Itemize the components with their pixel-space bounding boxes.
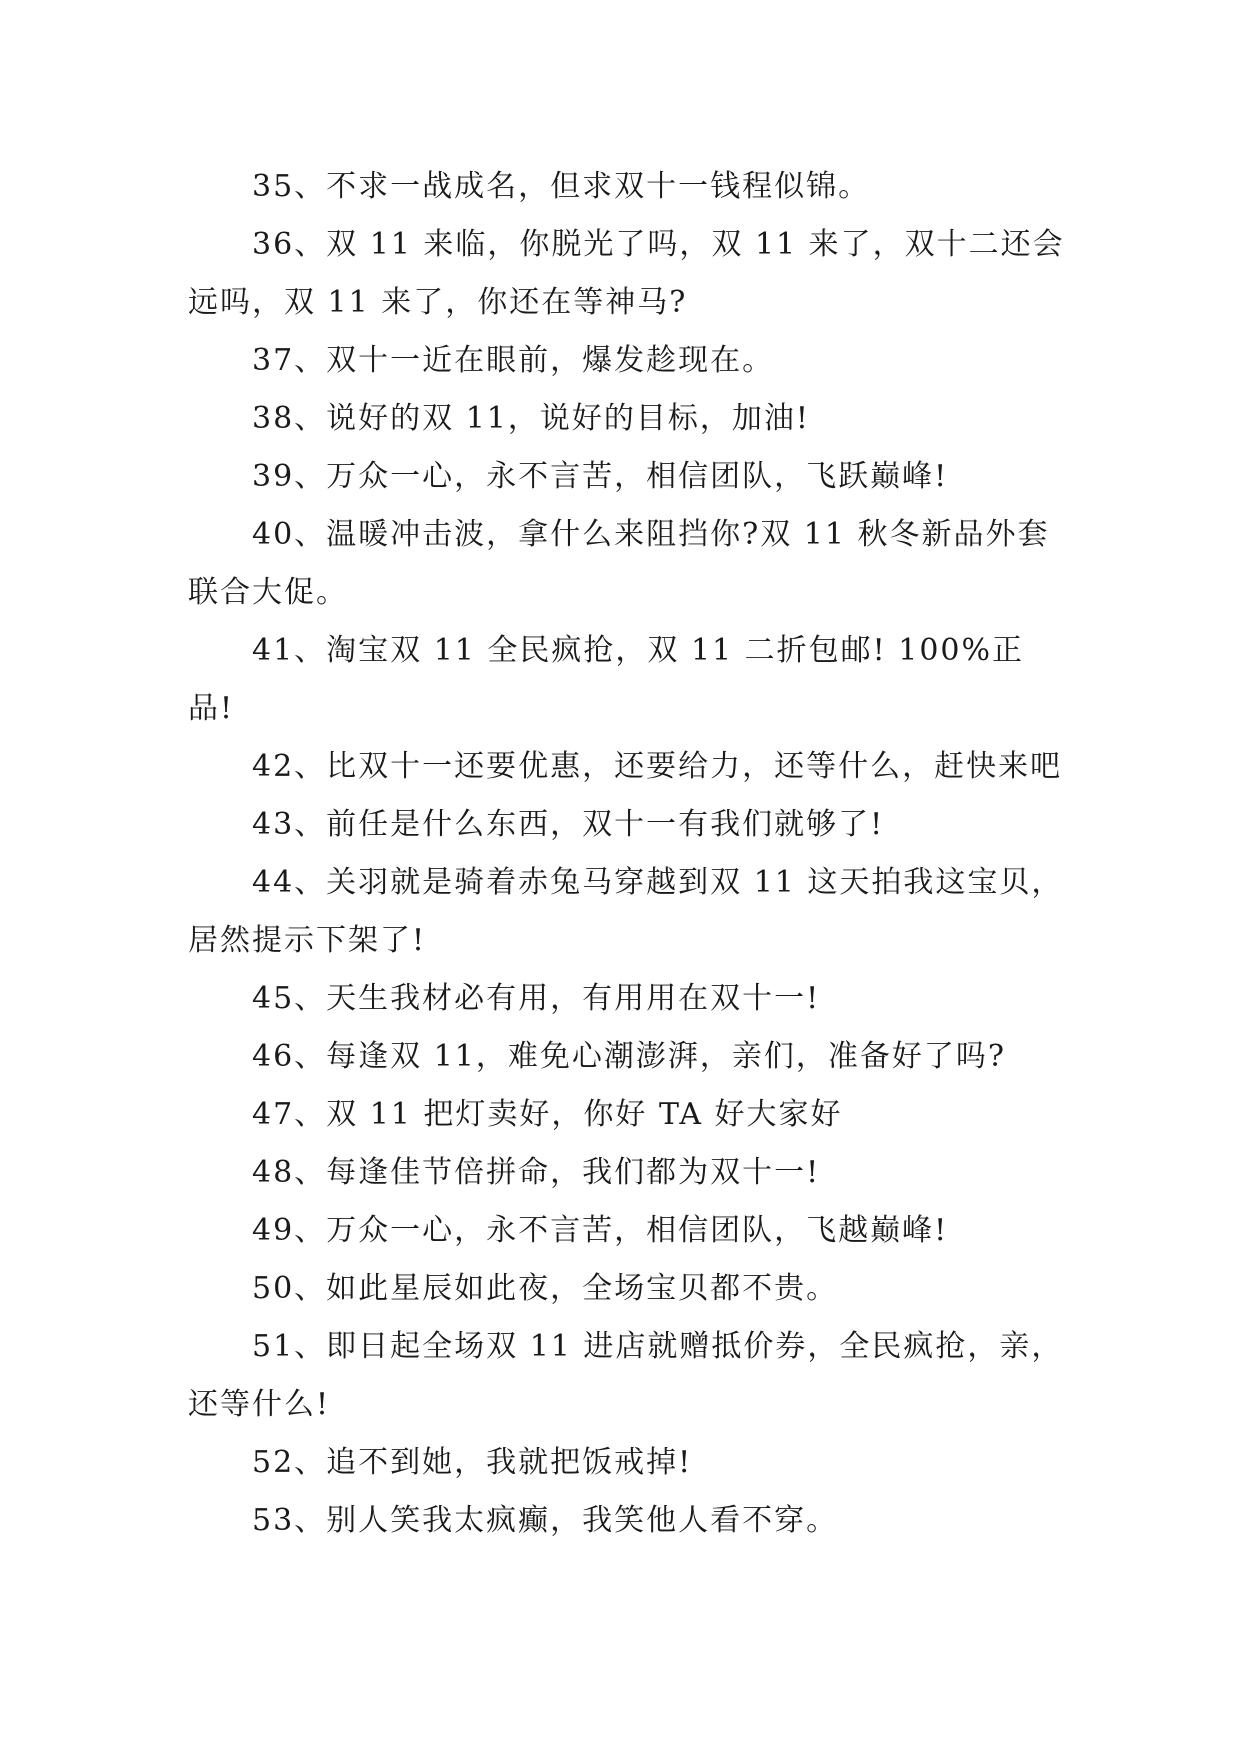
paragraph: 53、别人笑我太疯癫，我笑他人看不穿。 bbox=[252, 1503, 839, 1538]
paragraph: 48、每逢佳节倍拼命，我们都为双十一! bbox=[252, 1155, 821, 1190]
paragraph: 47、双 11 把灯卖好，你好 TA 好大家好 bbox=[252, 1097, 843, 1132]
paragraph: 52、追不到她，我就把饭戒掉! bbox=[252, 1445, 693, 1480]
paragraph: 42、比双十一还要优惠，还要给力，还等什么，赶快来吧 bbox=[252, 749, 1063, 784]
paragraph: 39、万众一心，永不言苦，相信团队，飞跃巅峰! bbox=[252, 459, 949, 494]
paragraph: 35、不求一战成名，但求双十一钱程似锦。 bbox=[252, 169, 871, 204]
paragraph: 50、如此星辰如此夜，全场宝贝都不贵。 bbox=[252, 1271, 839, 1306]
paragraph: 36、双 11 来临，你脱光了吗，双 11 来了，双十二还会远吗，双 11 来了，你还在等神马? bbox=[188, 227, 1065, 320]
paragraph: 41、淘宝双 11 全民疯抢，双 11 二折包邮! 100%正品! bbox=[188, 633, 1025, 726]
paragraph: 37、双十一近在眼前，爆发趁现在。 bbox=[252, 343, 775, 378]
paragraph: 49、万众一心，永不言苦，相信团队，飞越巅峰! bbox=[252, 1213, 949, 1248]
paragraph: 51、即日起全场双 11 进店就赠抵价券，全民疯抢，亲，还等什么! bbox=[188, 1329, 1064, 1422]
paragraph: 40、温暖冲击波，拿什么来阻挡你?双 11 秋冬新品外套联合大促。 bbox=[188, 517, 1050, 610]
paragraph: 46、每逢双 11，难免心潮澎湃，亲们，准备好了吗? bbox=[252, 1039, 1006, 1074]
document-body bbox=[188, 158, 1068, 1550]
paragraph: 43、前任是什么东西，双十一有我们就够了! bbox=[252, 807, 885, 842]
paragraph: 45、天生我材必有用，有用用在双十一! bbox=[252, 981, 821, 1016]
paragraph: 44、关羽就是骑着赤兔马穿越到双 11 这天拍我这宝贝，居然提示下架了! bbox=[188, 865, 1064, 958]
paragraph: 38、说好的双 11，说好的目标，加油! bbox=[252, 401, 810, 436]
